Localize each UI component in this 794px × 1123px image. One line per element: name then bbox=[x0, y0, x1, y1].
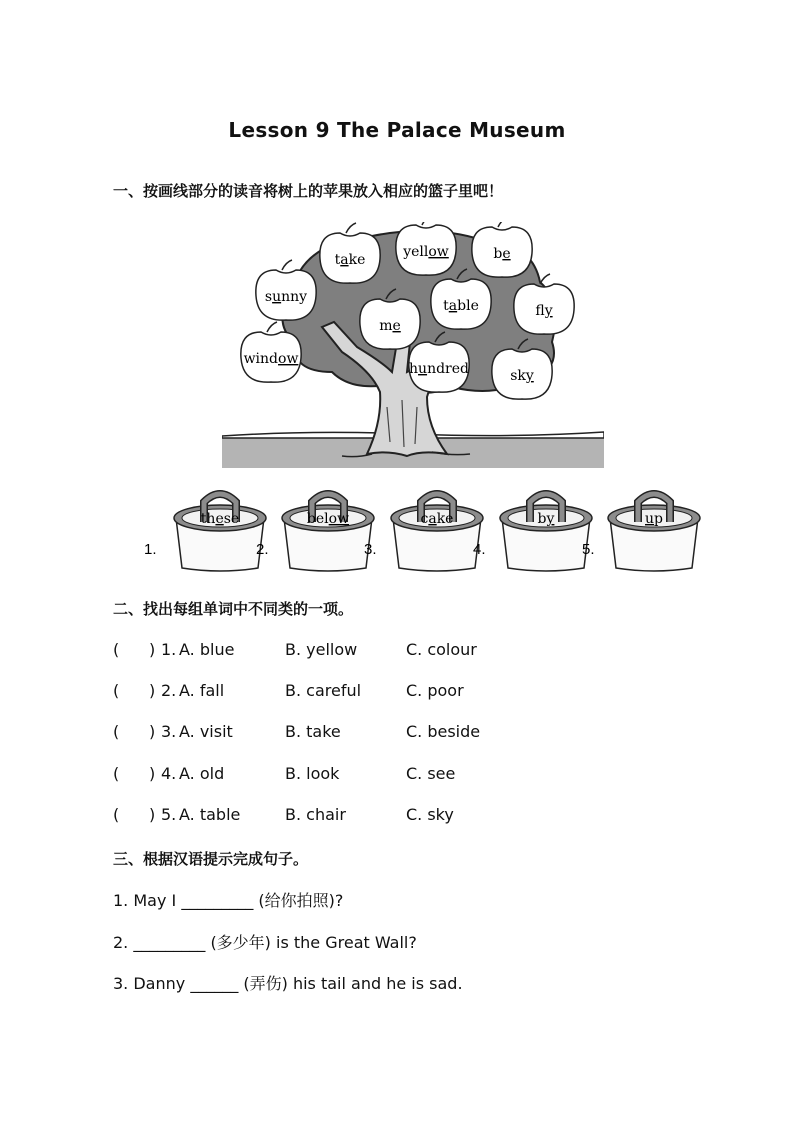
sentence-3: 3. Danny ______ (弄伤) his tail and he is sad. bbox=[113, 974, 463, 993]
word-label: cake bbox=[420, 511, 454, 527]
close-paren: ) bbox=[149, 764, 156, 783]
question-number: 1. bbox=[161, 640, 177, 659]
word-label: me bbox=[379, 318, 401, 334]
open-paren: ( bbox=[113, 681, 120, 700]
basket-4 bbox=[473, 494, 592, 571]
question-number: 2. bbox=[161, 681, 177, 700]
option-b: B. take bbox=[285, 722, 341, 741]
open-paren: ( bbox=[113, 764, 120, 783]
word-label: these bbox=[200, 511, 240, 527]
option-a: A. table bbox=[179, 805, 241, 824]
basket-5 bbox=[582, 494, 700, 571]
word-label: be bbox=[493, 246, 511, 262]
basket-2 bbox=[256, 494, 374, 571]
basket-number: 4. bbox=[473, 541, 486, 558]
question-number: 5. bbox=[161, 805, 177, 824]
sentence-2: 2. _________ (多少年) is the Great Wall? bbox=[113, 933, 417, 952]
sentence-1: 1. May I _________ (给你拍照)? bbox=[113, 891, 344, 910]
apple-yellow bbox=[396, 222, 456, 275]
basket-number: 1. bbox=[144, 541, 157, 558]
word-label: fly bbox=[535, 303, 553, 319]
basket-number: 2. bbox=[256, 541, 269, 558]
option-c: C. see bbox=[406, 764, 456, 783]
open-paren: ( bbox=[113, 722, 120, 741]
word-label: table bbox=[443, 298, 479, 314]
option-b: B. look bbox=[285, 764, 340, 783]
option-b: B. yellow bbox=[285, 640, 358, 659]
apple-take bbox=[320, 223, 380, 283]
section-1-heading: 一、按画线部分的读音将树上的苹果放入相应的篮子里吧！ bbox=[113, 182, 504, 200]
option-c: C. beside bbox=[406, 722, 481, 741]
option-a: A. visit bbox=[179, 722, 233, 741]
word-label: take bbox=[334, 252, 366, 268]
option-c: C. poor bbox=[406, 681, 464, 700]
option-c: C. colour bbox=[406, 640, 477, 659]
question-number: 4. bbox=[161, 764, 177, 783]
option-a: A. old bbox=[179, 764, 225, 783]
open-paren: ( bbox=[113, 805, 120, 824]
basket-number: 3. bbox=[364, 541, 377, 558]
word-label: sky bbox=[510, 368, 534, 384]
baskets-illustration bbox=[140, 488, 710, 574]
apple-be bbox=[472, 222, 532, 277]
option-b: B. chair bbox=[285, 805, 346, 824]
word-label: hundred bbox=[409, 361, 469, 377]
question-number: 3. bbox=[161, 722, 177, 741]
basket-3 bbox=[364, 494, 483, 571]
close-paren: ) bbox=[149, 640, 156, 659]
section-3-heading: 三、根据汉语提示完成句子。 bbox=[113, 850, 309, 868]
word-label: sunny bbox=[264, 289, 308, 305]
option-a: A. fall bbox=[179, 681, 225, 700]
word-label: below bbox=[306, 511, 350, 527]
basket-1 bbox=[144, 494, 266, 571]
section-2-heading: 二、找出每组单词中不同类的一项。 bbox=[113, 600, 354, 618]
page-title: Lesson 9 The Palace Museum bbox=[228, 118, 566, 142]
option-b: B. careful bbox=[285, 681, 362, 700]
apple-tree-illustration bbox=[222, 222, 604, 468]
close-paren: ) bbox=[149, 681, 156, 700]
basket-number: 5. bbox=[582, 541, 595, 558]
word-label: by bbox=[537, 511, 555, 527]
word-label: up bbox=[645, 511, 663, 527]
option-c: C. sky bbox=[406, 805, 454, 824]
word-label: yellow bbox=[403, 244, 449, 260]
option-a: A. blue bbox=[179, 640, 235, 659]
close-paren: ) bbox=[149, 722, 156, 741]
word-label: window bbox=[243, 351, 299, 367]
open-paren: ( bbox=[113, 640, 120, 659]
close-paren: ) bbox=[149, 805, 156, 824]
